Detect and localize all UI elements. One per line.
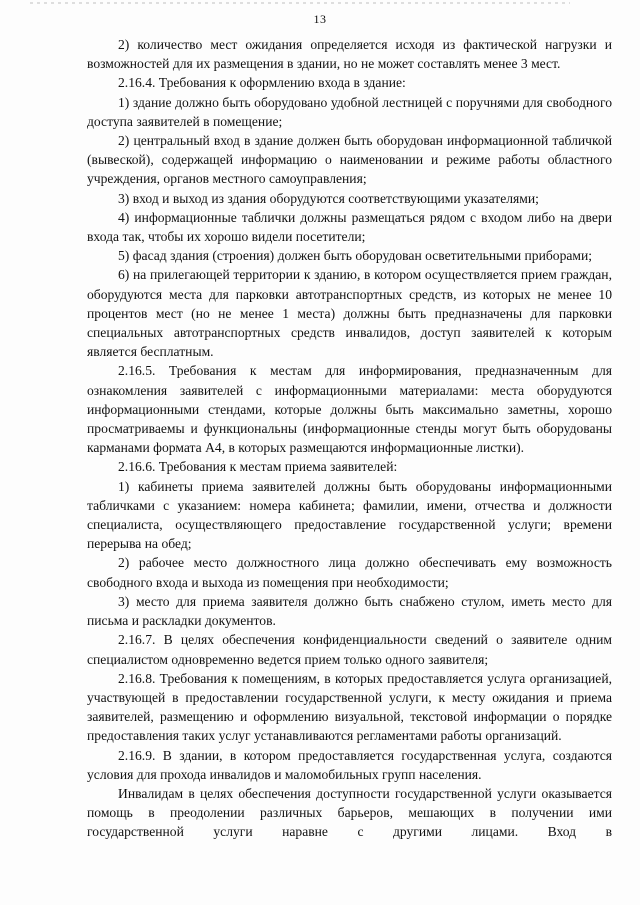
- paragraph: Инвалидам в целях обеспечения доступности государственной услуги оказывается помощь в преодолении различных барьеров, мешающих в получении ими государственной услуги наравне с другими лицами. Вход в: [87, 785, 612, 840]
- paragraph: 2.16.7. В целях обеспечения конфиденциальности сведений о заявителе одним специалистом одновременно ведется прием только одного заявителя;: [87, 632, 612, 667]
- paragraph: 2.16.9. В здании, в котором предоставляется государственная услуга, создаются условия для прохода инвалидов и маломобильных групп населения.: [87, 747, 612, 782]
- paragraph: 2.16.4. Требования к оформлению входа в здание:: [118, 75, 406, 91]
- page-number: 13: [313, 12, 327, 26]
- paragraph: 2.16.8. Требования к помещениям, в которых предоставляется услуга организацией, участвующей в предоставлении государственной услуги, к месту ожидания и приема заявителей, размещению и оформлению визуальной, текстовой информации о порядке предоставления таких услуг устанавливаются регламентами работы организаций.: [87, 670, 612, 744]
- paragraph: 2) центральный вход в здание должен быть оборудован информационной табличкой (вывеской), содержащей информацию о наименовании и режиме работы областного учреждения, органов местного самоуправления;: [87, 133, 612, 187]
- paragraph: 3) место для приема заявителя должно быть снабжено стулом, иметь место для письма и раскладки документов.: [87, 593, 612, 629]
- paragraph: 1) здание должно быть оборудовано удобной лестницей с поручнями для свободного доступа заявителей в помещение;: [87, 94, 612, 129]
- paragraph: 2) рабочее место должностного лица должно обеспечивать ему возможность свободного входа и выхода из помещения при необходимости;: [87, 555, 612, 590]
- paragraph: 1) кабинеты приема заявителей должны быть оборудованы информационными табличками с указанием: номера кабинета; фамилии, имени, отчества и должности специалиста, осуществляющего предоставление государственной услуги; времени перерыва на обед;: [87, 478, 612, 552]
- paragraph: 2) количество мест ожидания определяется исходя из фактической нагрузки и возможностей для их размещения в здании, но не может составлять менее 3 мест.: [87, 37, 612, 72]
- paragraph: 2.16.6. Требования к местам приема заявителей:: [118, 459, 398, 475]
- paragraph: 3) вход и выход из здания оборудуются соответствующими указателями;: [118, 190, 539, 206]
- paragraph: 4) информационные таблички должны размещаться рядом с входом либо на двери входа так, чтобы их хорошо видели посетители;: [87, 209, 612, 245]
- paragraph: 6) на прилегающей территории к зданию, в котором осуществляется прием граждан, оборудуются места для парковки автотранспортных средств, из которых не менее 10 процентов мест (но не менее 1 места) должны быть предназначены для парковки специальных автотранспортных средств инвалидов, доступ заявителей к которым является бесплатным.: [87, 267, 612, 360]
- paragraph: 5) фасад здания (строения) должен быть оборудован осветительными приборами;: [118, 248, 593, 264]
- document-body: [87, 35, 612, 842]
- paragraph: 2.16.5. Требования к местам для информирования, предназначенным для ознакомления заявителей с информационными материалами: места оборудуются информационными стендами, которые должны быть максимально заметны, хорошо просматриваемы и функциональны (информационные стенды могут быть оборудованы карманами формата А4, в которых размещаются информационные листки).: [87, 363, 612, 456]
- scan-artifact: [30, 2, 570, 4]
